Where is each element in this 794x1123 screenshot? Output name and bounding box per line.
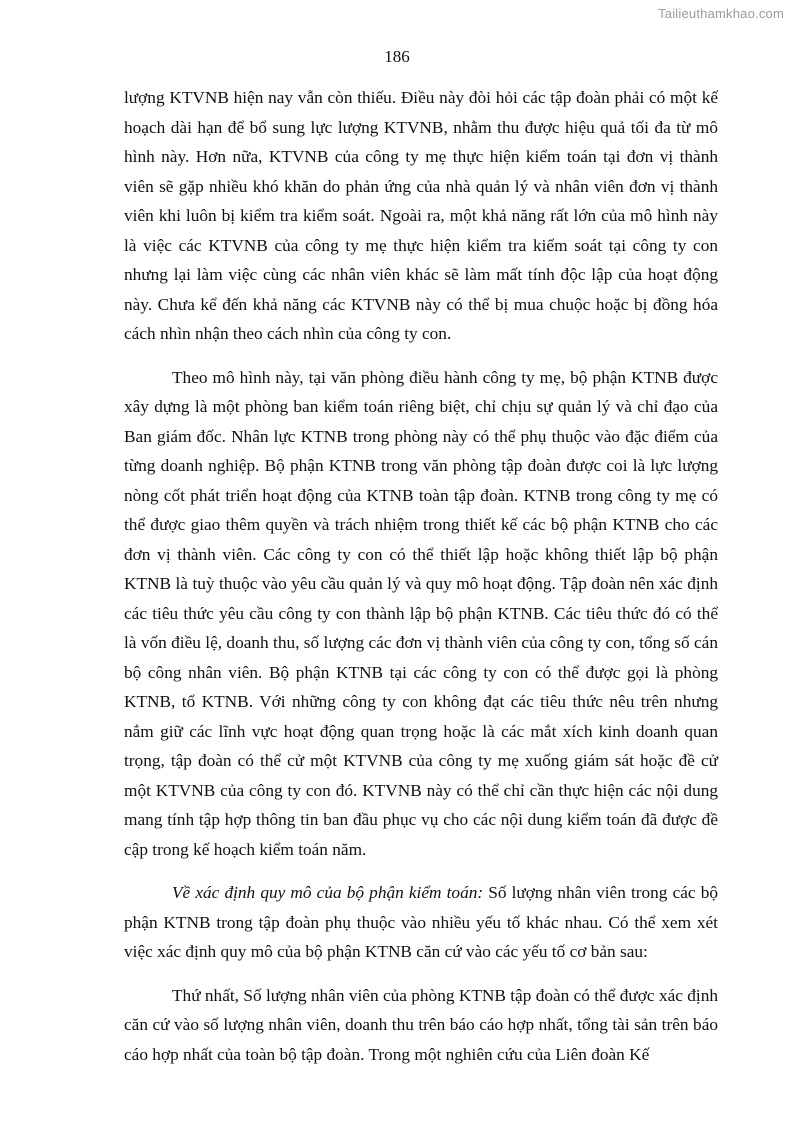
paragraph-4: Thứ nhất, Số lượng nhân viên của phòng KTNB tập đoàn có thể được xác định căn cứ vào số lượng nhân viên, doanh thu trên báo cáo hợp nhất, tổng tài sản trên báo cáo hợp nhất của toàn bộ tập đoàn. Trong một nghiên cứu của Liên đoàn Kế bbox=[124, 985, 718, 1064]
paragraph-1: lượng KTVNB hiện nay vẫn còn thiếu. Điều này đòi hỏi các tập đoàn phải có một kế hoạch dài hạn để bổ sung lực lượng KTVNB, nhằm thu được hiệu quả tối đa từ mô hình này. Hơn nữa, KTVNB của công ty mẹ thực hiện kiểm toán tại đơn vị thành viên sẽ gặp nhiều khó khăn do phản ứng của nhà quản lý và nhân viên đơn vị thành viên khi luôn bị kiểm tra kiểm soát. Ngoài ra, một khả năng rất lớn của mô hình này là việc các KTVNB của công ty mẹ thực hiện kiểm tra kiểm soát tại công ty con nhưng lại làm việc cùng các nhân viên khác sẽ làm mất tính độc lập của hoạt động này. Chưa kể đến khả năng các KTVNB này có thể bị mua chuộc hoặc bị đồng hóa cách nhìn nhận theo cách nhìn của công ty con. bbox=[124, 88, 718, 343]
watermark-text: Tailieuthamkhao.com bbox=[658, 6, 784, 21]
paragraph-3-text: Số lượng nhân viên trong các bộ phận KTNB trong tập đoàn phụ thuộc vào nhiều yếu tố khác nhau. Có thể xem xét việc xác định quy mô của bộ phận KTNB căn cứ vào các yếu tố cơ bản sau: bbox=[124, 883, 718, 961]
document-body bbox=[124, 83, 718, 1083]
paragraph-2: Theo mô hình này, tại văn phòng điều hành công ty mẹ, bộ phận KTNB được xây dựng là một phòng ban kiểm toán riêng biệt, chỉ chịu sự quản lý và chỉ đạo của Ban giám đốc. Nhân lực KTNB trong phòng này có thể phụ thuộc vào đặc điểm của từng doanh nghiệp. Bộ phận KTNB trong văn phòng tập đoàn được coi là lực lượng nòng cốt phát triển hoạt động của KTNB toàn tập đoàn. KTNB trong công ty mẹ có thể được giao thêm quyền và trách nhiệm trong thiết kế các bộ phận KTNB cho các đơn vị thành viên. Các công ty con có thể thiết lập hoặc không thiết lập bộ phận KTNB là tuỳ thuộc vào yêu cầu quản lý và quy mô hoạt động. Tập đoàn nên xác định các tiêu thức yêu cầu công ty con thành lập bộ phận KTNB. Các tiêu thức đó có thể là vốn điều lệ, doanh thu, số lượng các đơn vị thành viên của công ty con, tổng số cán bộ công nhân viên. Bộ phận KTNB tại các công ty con có thể được gọi là phòng KTNB, tổ KTNB. Với những công ty con không đạt các tiêu thức nêu trên nhưng nắm giữ các lĩnh vực hoạt động quan trọng hoặc là các mắt xích kinh doanh quan trọng, tập đoàn có thể cử một KTVNB của công ty mẹ xuống giám sát hoặc đề cử một KTVNB của công ty con đó. KTVNB này có thể chỉ cần thực hiện các nội dung mang tính tập hợp thông tin ban đầu phục vụ cho các nội dung kiểm toán đã được đề cập trong kế hoạch kiểm toán năm. bbox=[124, 367, 718, 859]
paragraph-3-lead: Về xác định quy mô của bộ phận kiểm toán: bbox=[172, 883, 484, 902]
paragraph-3 bbox=[124, 878, 718, 967]
page-number: 186 bbox=[384, 47, 410, 66]
